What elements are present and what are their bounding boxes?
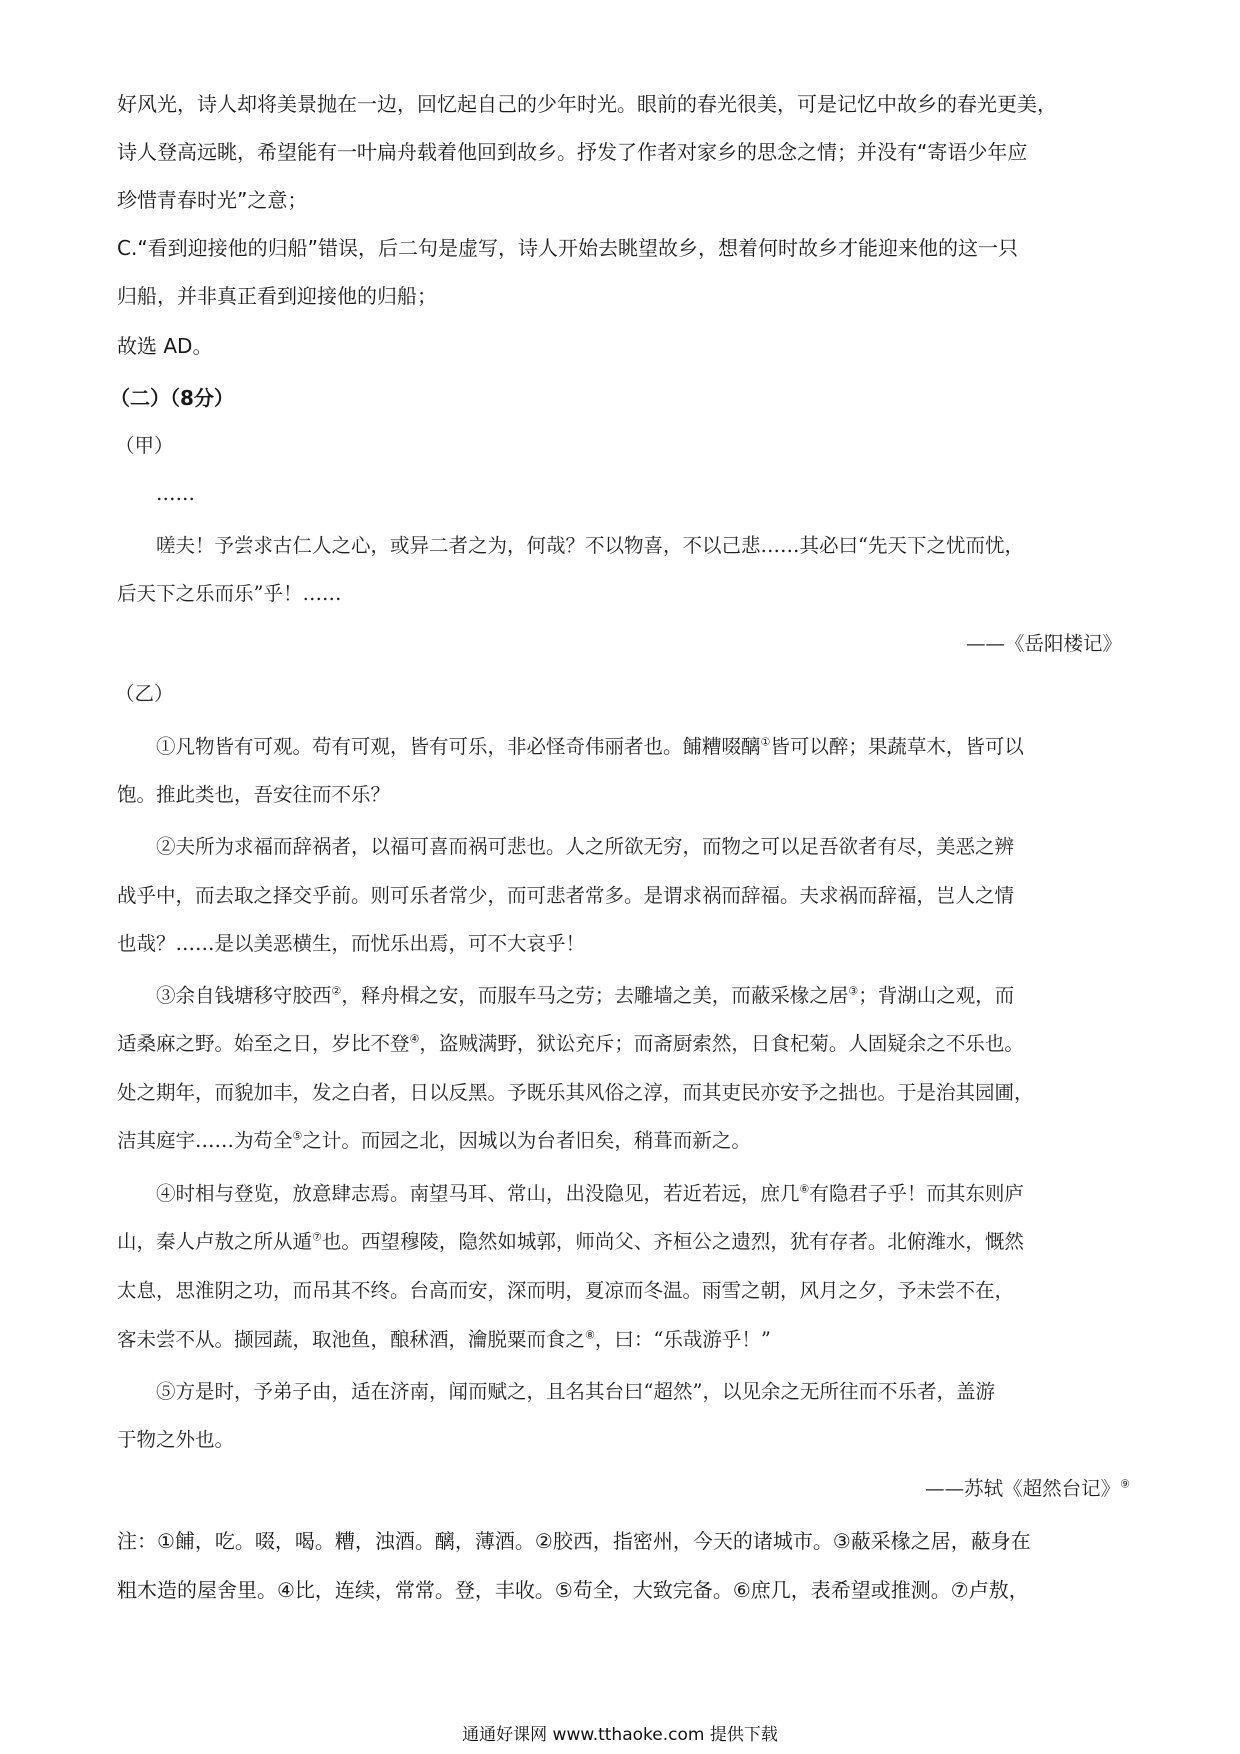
yi-p4-line-4a: 客未尝不从。撷园蔬，取池鱼，酿秫酒，瀹脱粟而食之 xyxy=(117,1328,586,1351)
footnote-marker-5: ⑤ xyxy=(292,1129,303,1143)
yi-p1-line-1 xyxy=(156,733,1024,761)
yi-p1-line-1b: 皆可以醉；果蔬草木，皆可以 xyxy=(770,735,1024,758)
notes-line-2: 粗木造的屋舍里。④比，连续，常常。登，丰收。⑤苟全，大致完备。⑥庶几，表希望或推测。⑦卢敖， xyxy=(117,1578,1029,1602)
footnote-marker-3: ③ xyxy=(848,984,859,998)
yi-label: （乙） xyxy=(115,682,174,705)
jia-paragraph-line-2: 后天下之乐而乐”乎！…… xyxy=(117,582,342,605)
yi-p5-line-1: ⑤方是时，予弟子由，适在济南，闻而赋之，且名其台曰“超然”，以见余之无所往而不乐者，盖游 xyxy=(156,1380,995,1403)
footnote-marker-8: ⑧ xyxy=(585,1328,595,1342)
yi-p4-line-3: 太息，思淮阴之功，而吊其不终。台高而安，深而明，夏凉而冬温。雨雪之朝，风月之夕，予未尝不在， xyxy=(117,1279,1015,1302)
analysis-answer: 故选 AD。 xyxy=(117,334,213,358)
notes-line-1: 注：①餔，吃。啜，喝。糟，浊酒。醨，薄酒。②胶西，指密州，今天的诸城市。③蔽采椽之居，蔽身在 xyxy=(117,1529,1031,1553)
jia-source: ——《岳阳楼记》 xyxy=(965,632,1122,655)
yi-p5-line-2: 于物之外也。 xyxy=(117,1428,235,1451)
analysis-line-5: 归船，并非真正看到迎接他的归船； xyxy=(117,284,437,308)
footnote-marker-4: ④ xyxy=(409,1032,420,1046)
yi-p4-line-2 xyxy=(117,1228,1024,1256)
yi-p3-line-4a: 洁其庭宇……为苟全 xyxy=(117,1129,293,1152)
yi-p4-line-4 xyxy=(117,1326,771,1354)
yi-p3-line-1 xyxy=(156,982,1014,1010)
yi-p3-line-2 xyxy=(117,1030,1024,1058)
yi-p4-line-2a: 山，秦人卢敖之所从遁 xyxy=(117,1230,313,1253)
yi-p3-line-2b: ，盗贼满野，狱讼充斥；而斋厨索然，日食杞菊。人固疑余之不乐也。 xyxy=(419,1032,1024,1055)
yi-source xyxy=(600,1475,1130,1503)
yi-p3-line-1b: ，释舟楫之安，而服车马之劳；去雕墙之美，而蔽采椽之居 xyxy=(341,984,849,1007)
page-footer: 通通好课网 www.tthaoke.com 提供下载 xyxy=(462,1725,778,1745)
analysis-line-1: 好风光，诗人却将美景抛在一边，回忆起自己的少年时光。眼前的春光很美，可是记忆中故乡的春光更美， xyxy=(117,92,1057,116)
yi-p3-line-3: 处之期年，而貌加丰，发之白者，日以反黑。予既乐其风俗之淳，而其吏民亦安予之拙也。于是治其园圃， xyxy=(117,1081,1034,1104)
analysis-line-4: C.“看到迎接他的归船”错误，后二句是虚写，诗人开始去眺望故乡，想着何时故乡才能迎来他的这一只 xyxy=(117,236,1019,260)
yi-p2-line-3: 也哉？……是以美恶横生，而忧乐出焉，可不大哀乎！ xyxy=(117,932,586,955)
footnote-marker-7: ⑦ xyxy=(312,1230,322,1244)
yi-p2-line-1: ②夫所为求福而辞祸者，以福可喜而祸可悲也。人之所欲无穷，而物之可以足吾欲者有尽，美恶之辨 xyxy=(156,835,1015,858)
footnote-marker-2: ② xyxy=(331,984,342,998)
yi-p4-line-4b: ，曰：“乐哉游乎！” xyxy=(594,1328,771,1351)
footnote-marker-9: ⑨ xyxy=(1120,1477,1130,1491)
jia-ellipsis: …… xyxy=(156,482,195,505)
yi-p3-line-2a: 适桑麻之野。始至之日，岁比不登 xyxy=(117,1032,410,1055)
yi-p3-line-1a: ③余自钱塘移守胶西 xyxy=(156,984,332,1007)
section-heading: （二）（8分） xyxy=(110,386,234,410)
yi-p3-line-4b: 之计。而园之北，因城以为台者旧矣，稍葺而新之。 xyxy=(302,1129,751,1152)
footnote-marker-1: ① xyxy=(760,735,771,749)
footnote-marker-6: ⑥ xyxy=(799,1182,810,1196)
yi-source-text: ——苏轼《超然台记》 xyxy=(925,1477,1121,1500)
analysis-line-2: 诗人登高远眺，希望能有一叶扁舟载着他回到故乡。抒发了作者对家乡的思念之情；并没有“寄语少年应 xyxy=(117,140,1028,164)
yi-p4-line-2b: 也。西望穆陵，隐然如城郭，师尚父、齐桓公之遗烈，犹有存者。北俯潍水，慨然 xyxy=(321,1230,1024,1253)
yi-p4-line-1b: 有隐君子乎！而其东则庐 xyxy=(809,1182,1024,1205)
jia-paragraph-line-1: 嗟夫！予尝求古仁人之心，或异二者之为，何哉？不以物喜，不以己悲……其必曰“先天下之忧而忧， xyxy=(156,534,1024,557)
yi-p3-line-1c: ；背湖山之观，而 xyxy=(858,984,1015,1007)
yi-p3-line-4 xyxy=(117,1127,751,1155)
yi-p1-line-1a: ①凡物皆有可观。苟有可观，皆有可乐，非必怪奇伟丽者也。餔糟啜醨 xyxy=(156,735,761,758)
yi-p4-line-1a: ④时相与登览，放意肆志焉。南望马耳、常山，出没隐见，若近若远，庶几 xyxy=(156,1182,800,1205)
analysis-line-3: 珍惜青春时光”之意； xyxy=(117,188,308,212)
yi-p1-line-2: 饱。推此类也，吾安往而不乐？ xyxy=(117,783,391,806)
yi-p4-line-1 xyxy=(156,1180,1024,1208)
yi-p2-line-2: 战乎中，而去取之择交乎前。则可乐者常少，而可悲者常多。是谓求祸而辞福。夫求祸而辞福，岂人之情 xyxy=(117,884,1015,907)
jia-label: （甲） xyxy=(115,434,174,457)
